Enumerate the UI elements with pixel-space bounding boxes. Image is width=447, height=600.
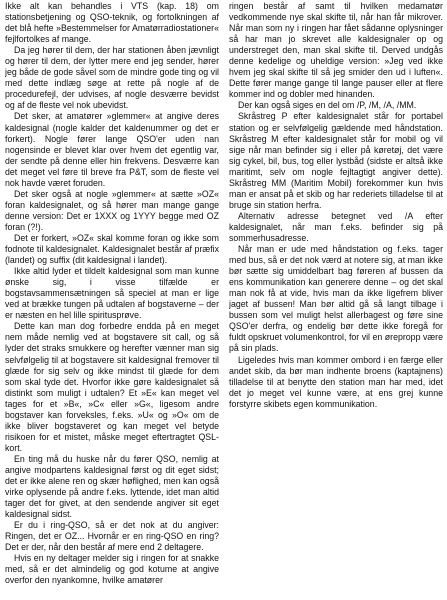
paragraph: Der kan også siges en del om /P, /M, /A, /MM. [238,100,417,111]
paragraph: ringen består af samt til hvilken medamatør vedkommende nye skal skifte til, når han får mikrover. Når man som ny i ringen har fået sådanne oplysninger så har man jo skrevet alle kaldesignaler op og understreget den, man skal skifte til. Derved undgås denne kedelige og uheldige version: »Jeg ved ikke hvem jeg skal skifte til så jeg smider den ud i luften«. Dette fører mange gange til lange pauser eller at flere kommer ind og dobler med hinanden. [229,1,443,100]
left-column [5,1,219,599]
paragraph: Det sker, at amatører »glemmer« at angive deres kaldesignal (nogle kalder det kaldenummer og det er forkert). Nogle fører lange QSO'er uden nan nogensinde er blevet klar over hvem det egentlig var, der sendte på denne eller hin frekvens. Desværre kan det meget vel føre til brevе fra P&T, som de fleste vel nok havde været foruden. [5,111,219,188]
paragraph: Alternativ adresse betegnet ved /A efter kaldesignalet, når man f.eks. befinder sig på sommerhusadresse. [229,210,443,243]
right-column [229,1,443,599]
paragraph: Det sker også at nogle »glemmer« at sætte »OZ« foran kaldesignalet, og så hører man mange gange denne version: Det er 1XXX og 1YYY begge med OZ foran (?!). [5,188,219,232]
paragraph: Når man er ude med håndstation og f.eks. tager med bus, så er det nok værd at notere sig, at man ikke bør sætte sig umiddelbart bag føreren af bussen da ens kommunikation kan generere denne – og det skal man nok få at vide, hvis man da ikke ligefrem bliver jaget af bussen! Man bør altid gå så langt tilbage i bussen som vel muligt helst allerbagest og føre sine QSO'er derfra, og endelig bør dette ikke foregå for fuldt opskruet volumenkontrol, for vil en ørepropp være på sin plads. [229,244,443,354]
paragraph: Dette kan man dog forbedre endda på en meget nem måde nemlig ved at bogstavere sit call, og så lyder det straks smukkere og herefter vænner man sig selvfølgelig til at bogstavere sit kaldesignal fremover til glæde for sig selv og ikke mindst til glæde for dem som skal tyde det. Hvorfor ikke gøre kaldesignalet så distinkt som muligt i udtalen? Et »E« kan meget vel tages for et »B«, »C« eller »G«, ligesom andre bogstaver kan forveksles, f.eks. »U« og »O« om de ikke bliver bogstaveret og kan meget vel betyde risikoen for et mistet, måske meget eftertragtet QSL-kort. [5,321,219,453]
paragraph: Skråstreg P efter kaldesignalet står for portabel station og er selvfølgelig gældende med håndstation. Skråstreg M efter kaldesignalet står for mobil og vil sige når man befinder sig i eller på køretøj, det være sig cykel, bil, bus, tog eller lystbåd (sidste er altså ikke maritimt, selv om nogle fejltagtigt angiver dette). Skråstreg MM (Maritim Mobil) forekommer kun hvis man er ansat på et skib og har rederiets tilladelse til at bruge sin station herfra. [229,111,443,210]
paragraph: Ikke alt kan behandles i VTS (kap. 18) om stationsbetjening og QSO-teknik, og fortolkningen af det blå hefte »Bestemmelser for Amatørradiostationer« fejlfortolkes af mange. [5,1,219,45]
paragraph: Er du i ring-QSO, så er det nok at du angiver: Ringen, det er OZ... Hvornår er en ring-QSO en ring? Det er der, når den består af mere end 2 deltagere. [5,520,219,553]
paragraph: Det er forkert, »OZ« skal komme foran og ikke som fodnote til kaldesignalet. Kaldesignalet består af præfix (landet) og suffix (dit kaldesignal i landet). [5,232,219,266]
paragraph: Da jeg hører til dem, der har stationen åben jævnligt og hører til dem, der lytter mere end jeg sender, hører jeg både de gode såvel som de mindre gode ting og vil med dette indlæg søge at rette på nogle af de procedurefejl, der udvises, af nogle desværre bevidst og af de fleste vel nok ubevidst. [5,45,219,111]
paragraph: Hvis en ny deltager melder sig i ringen for at snakke med, så er det almindelig og god kotume at angive overfor den nyankomne, hvilke amatører [5,553,219,586]
paragraph: En ting må du huske når du fører QSO, nemlig at angive modpartens kaldesignal først og dit eget sidst; det er ikke alene ren og skær høflighed, men kan også virke oplysende på andre f.eks. lyttende, idet man altid tager det for givet, at den sendende angiver sit eget kaldesignal sidst. [5,453,219,520]
paragraph: Ligeledes hvis man kommer ombord i en færge eller andet skib, da bør man indhente broens (kaptajnens) tilladelse til at benytte den station man har med, idet det jo meget vel kunne være, at ens grej kunne forstyrre skibets egen kommunikation. [229,354,443,409]
paragraph: Ikke altid lyder et tildelt kaldesignal som man kunne ønske sig, i visse tilfælde er bogstavsammensætningen så speciel at man er lige ved at brække tungen på udtalen af bogstaverne – der er næsten en hel lille spiritusprøve. [5,266,219,321]
